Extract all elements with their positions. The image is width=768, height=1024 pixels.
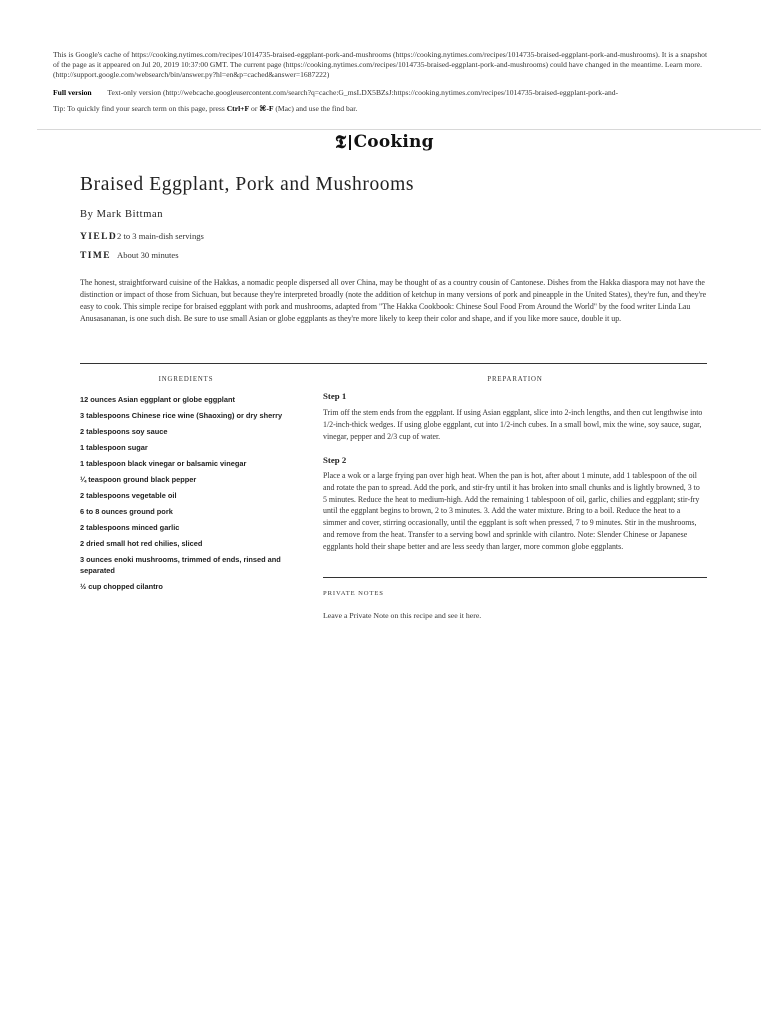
ingredients-list xyxy=(80,394,302,597)
ingredient-item: 12 ounces Asian eggplant or globe eggplant xyxy=(80,395,235,404)
text-only-version-link[interactable]: Text-only version (http://webcache.googleusercontent.com/search?q=cache:G_msLDX5BZsJ:https://cooking.nytimes.com/recipes/1014735-braised-eggplant-pork-and- xyxy=(107,88,619,97)
yield-label: YIELD xyxy=(80,232,118,242)
recipe-title: Braised Eggplant, Pork and Mushrooms xyxy=(80,174,415,195)
cache-version-links xyxy=(53,88,753,98)
logo-wordmark: Cooking xyxy=(353,132,434,152)
tip-prefix: Tip: To quickly find your search term on this page, press xyxy=(53,104,227,113)
time-label: TIME xyxy=(80,251,111,261)
ingredient-item: 1 tablespoon sugar xyxy=(80,443,148,452)
ingredient-item: 2 dried small hot red chilies, sliced xyxy=(80,539,203,548)
yield-value: 2 to 3 main-dish servings xyxy=(117,231,204,241)
logo-separator xyxy=(349,135,351,150)
header-divider xyxy=(37,129,761,130)
ingredient-item: 2 tablespoons vegetable oil xyxy=(80,491,177,500)
tip-key-ctrl-f: Ctrl+F xyxy=(226,104,250,113)
time-value: About 30 minutes xyxy=(117,250,179,260)
ingredient-item: ½ cup chopped cilantro xyxy=(80,582,163,591)
recipe-time xyxy=(80,250,179,261)
tip-key-cmd-f: ⌘-F xyxy=(259,104,274,113)
step-2-text: Place a wok or a large frying pan over high heat. When the pan is hot, after about 1 minute, add 1 tablespoon of the oil and rotate the pan to spread. Add the pork, and stir-fry until it has broken into small chunks and is lightly browned, 3 to 5 minutes. Reduce the heat to medium-high. Add the remaining 1 tablespoon of oil, garlic, chilies and eggplant; stir-fry until the eggplant begins to brown, 2 to 3 minutes. 3. Add the water mixture. Bring to a boil. Reduce the heat to a simmer and cover, stirring occasionally, until the eggplant is soft when pressed, 7 to 9 minutes. Stir in the mushrooms, and remove from the heat. Transfer to a serving bowl and sprinkle with cilantro. Note: Slender Chinese or Japanese eggplants hold their shape better and are less seedy than larger, more common globe eggplants. xyxy=(323,471,700,551)
ingredient-item: 1 tablespoon black vinegar or balsamic vinegar xyxy=(80,459,247,468)
ingredient-item: ¼ teaspoon ground black pepper xyxy=(80,475,197,484)
cache-tip xyxy=(53,104,357,114)
ingredient-item: 3 ounces enoki mushrooms, trimmed of ends, rinsed and separated xyxy=(80,555,281,575)
recipe-byline: By Mark Bittman xyxy=(80,209,164,220)
nyt-t-icon: 𝕿 xyxy=(335,131,347,153)
section-divider xyxy=(80,363,707,364)
step-1-title: Step 1 xyxy=(323,391,347,401)
ingredient-item: 2 tablespoons soy sauce xyxy=(80,427,168,436)
private-notes-prompt[interactable]: Leave a Private Note on this recipe and see it here. xyxy=(323,611,482,620)
full-version-link[interactable]: Full version xyxy=(53,88,92,97)
tip-suffix: (Mac) and use the find bar. xyxy=(273,104,358,113)
step-2-title: Step 2 xyxy=(323,455,347,465)
ingredient-item: 6 to 8 ounces ground pork xyxy=(80,507,173,516)
ingredients-heading: INGREDIENTS xyxy=(158,376,214,383)
preparation-heading: PREPARATION xyxy=(487,376,543,383)
recipe-yield xyxy=(80,231,204,242)
cache-notice: This is Google's cache of https://cooking.nytimes.com/recipes/1014735-braised-eggplant-pork-and-mushrooms (https://cooking.nytimes.com/recipes/1014735-braised-eggplant-pork-and-mushrooms). It is a snapshot of the page as it appeared on Jul 20, 2019 10:37:00 GMT. The current page (https://cooking.nytimes.com/recipes/1014735-braised-eggplant-pork-and-mushrooms) could have changed in the meantime. Learn more. (http://support.google.com/websearch/bin/answer.py?hl=en&p=cached&answer=1687222) xyxy=(53,50,708,79)
ingredient-item: 2 tablespoons minced garlic xyxy=(80,523,180,532)
tip-or: or xyxy=(249,104,260,113)
step-1-text: Trim off the stem ends from the eggplant. If using Asian eggplant, slice into 2-inch lengths, and then cut lengthwise into 1/2-inch-thick wedges. If using globe eggplant, cut into 1/2-inch cubes. In a small bowl, mix the wine, soy sauce, sugar, vinegar, pepper and 2/3 cup of water. xyxy=(323,408,703,441)
private-notes-heading: PRIVATE NOTES xyxy=(323,590,384,597)
recipe-intro: The honest, straightforward cuisine of the Hakkas, a nomadic people dispersed all over China, may be thought of as a country cousin of Cantonese. Dishes from the Hakka diaspora may not have the distinction or impact of those from Sichuan, but because they're interpreted broadly (note the addition of ketchup in many versions of pork and pineapple in the United States), they're fun, and they're easy to cook. This simple recipe for braised eggplant with pork and mushrooms, adapted from "The Hakka Cookbook: Chinese Soul Food From Around the World" by the food writer Linda Lau Anusasananan, is one such dish. Be sure to use small Asian or globe eggplants as they're more likely to keep their color and shape, and if you like more sauce, double it up. xyxy=(80,278,707,323)
notes-divider xyxy=(323,577,707,578)
nyt-cooking-logo[interactable] xyxy=(335,131,434,153)
ingredient-item: 3 tablespoons Chinese rice wine (Shaoxing) or dry sherry xyxy=(80,411,283,420)
